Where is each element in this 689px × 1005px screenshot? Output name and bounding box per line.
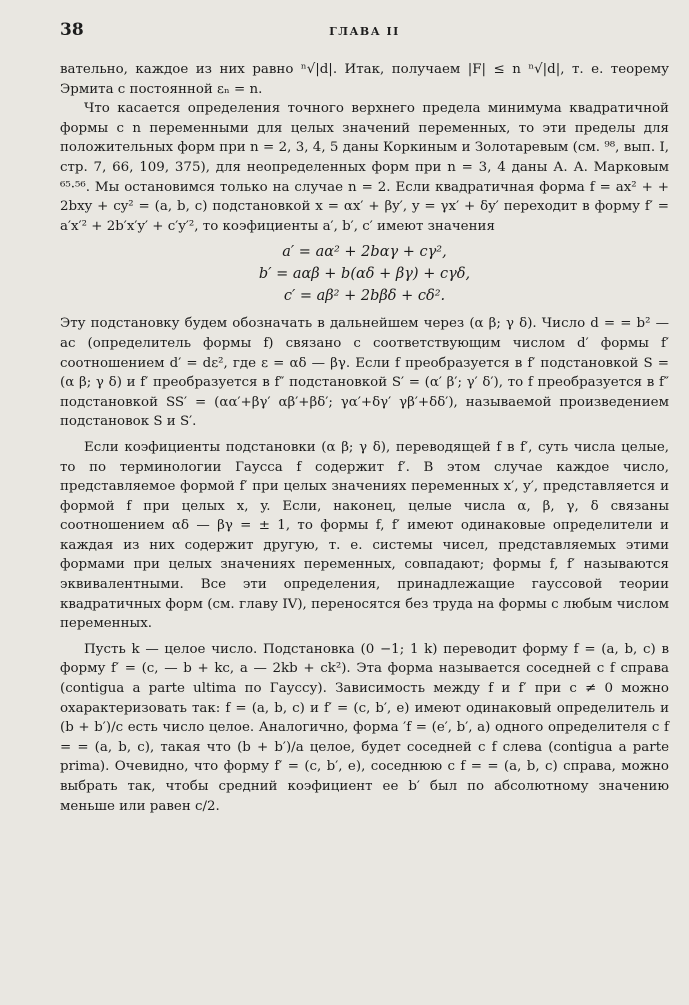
page-number: 38 [60,20,84,40]
equation-b: b′ = aαβ + b(αδ + βγ) + cγδ, [258,266,471,283]
chapter-title: ГЛАВА II [329,25,400,38]
paragraph-2: Что касается определения точного верхнего предела минимума квадратичной формы с n переменными для целых значений переменных, то эти пределы для положительных форм при n = 2, 3, 4, 5 даны Коркиным и Золотаревым (см. ⁹⁸, вып. I, стр. 7, 66, 109, 375), для неопределенных форм при n = 3, 4 даны А. А. Марковым ⁶⁵·⁵⁶. Мы остановимся только на случае n = 2. Если квадратичная форма f = ax² + + 2bxy + cy² = (a, b, c) подстановкой x = αx′ + βy′, y = γx′ + δy′ переходит в форму f′ = a′x′² + 2b′x′y′ + c′y′², то коэфициенты a′, b′, c′ имеют значения [60,101,669,234]
equation-c: c′ = aβ² + 2bβδ + cδ². [283,288,446,305]
paragraph-1: вательно, каждое из них равно ⁿ√|d|. Итак, получаем |F| ≤ n ⁿ√|d|, т. е. теорему Эрмита с постоянной εₙ = n. [60,62,669,97]
paragraph-3: Эту подстановку будем обозначать в дальнейшем через (α β; γ δ). Число d = = b² — ac (определитель формы f) связано с соответствующим числом d′ формы f′ соотношением d′ = dε², где ε = αδ — βγ. Если f преобразуется в f′ подстановкой S = (α β; γ δ) и f′ преобразуется в f″ подстановкой S′ = (α′ β′; γ′ δ′), то f преобразуется в f″ подстановкой SS′ = (αα′+βγ′ αβ′+βδ′; γα′+δγ′ γβ′+δδ′), называемой произведением подстановок S и S′. [60,316,669,430]
equation-block [60,241,669,307]
paragraph-4: Если коэфициенты подстановки (α β; γ δ), переводящей f в f′, суть числа целые, то по терминологии Гаусса f содержит f′. В этом случае каждое число, представляемое формой f′ при целых значениях переменных x′, y′, представляется и формой f при целых x, y. Если, наконец, целые числа α, β, γ, δ связаны соотношением αδ — βγ = ± 1, то формы f, f′ имеют одинаковые определители и каждая из них содержит другую, т. е. системы чисел, представляемых этими формами при целых значениях переменных, совпадают; формы f, f′ называются эквивалентными. Все эти определения, принадлежащие гауссовой теории квадратичных форм (см. главу IV), переносятся без труда на формы с любым числом переменных. [60,439,669,632]
page-header [60,20,669,44]
page-body [60,60,669,816]
paragraph-5: Пусть k — целое число. Подстановка (0 −1; 1 k) переводит форму f = (a, b, c) в форму f′ = (c, — b + kc, a — 2kb + ck²). Эта форма называется соседней с f справа (contigua a parte ultima по Гауссу). Зависимость между f и f′ при c ≠ 0 можно охарактеризовать так: f = (a, b, c) и f′ = (c, b′, e) имеют одинаковый определитель и (b + b′)/c есть число целое. Аналогично, форма ′f = (e′, b′, a) одного определителя с f = = (a, b, c), такая что (b + b′)/a целое, будет соседней с f слева (contigua a parte prima). Очевидно, что форму f′ = (c, b′, e), соседнюю с f = = (a, b, c) справа, можно выбрать так, чтобы средний коэфициент ее b′ был по абсолютному значению меньше или равен c/2. [60,641,669,814]
equation-a: a′ = aα² + 2bαγ + cγ², [282,244,447,261]
